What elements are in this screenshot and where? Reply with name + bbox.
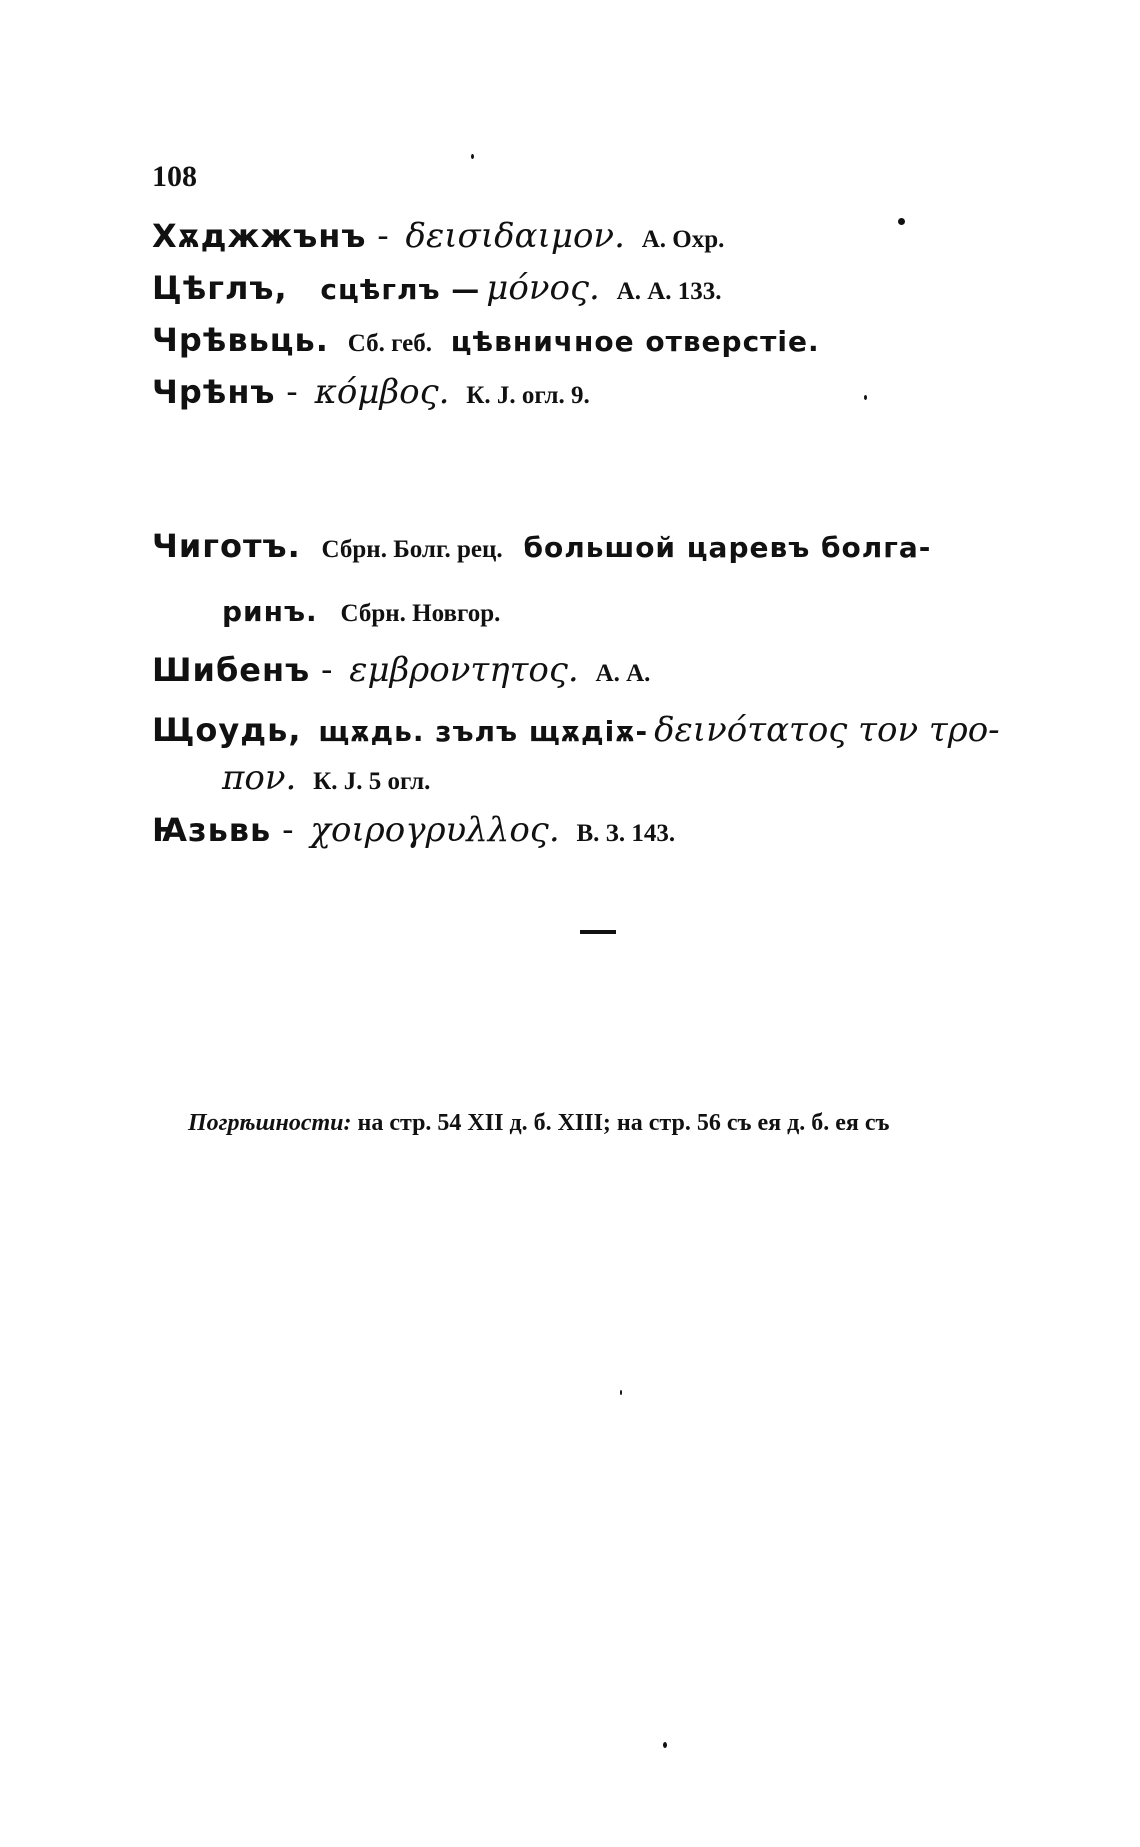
entry-separator: - bbox=[310, 650, 344, 690]
entry-definition: цѣвничное отверстіе. bbox=[450, 325, 820, 358]
entry-separator: - bbox=[366, 216, 400, 256]
scan-speck bbox=[471, 154, 474, 159]
entry-separator: - bbox=[275, 372, 309, 412]
dictionary-entry bbox=[152, 708, 1052, 754]
entry-headword: Чрѣнъ bbox=[152, 373, 276, 411]
dictionary-entry bbox=[152, 318, 1052, 366]
errata-text: на стр. 54 XII д. б. XIII; на стр. 56 съ ея д. б. ея съ bbox=[357, 1110, 890, 1136]
entry-greek: πον. bbox=[222, 758, 297, 798]
dictionary-entry bbox=[152, 266, 1052, 314]
entry-headword: Хѫджжънъ bbox=[152, 217, 367, 255]
dictionary-entry bbox=[152, 370, 1052, 418]
errata-line bbox=[188, 1110, 890, 1137]
entry-headword: Щоудь, bbox=[152, 711, 302, 749]
entry-source: К. Ј. 5 огл. bbox=[313, 768, 431, 795]
entry-source: Сбрн. Новгор. bbox=[340, 600, 501, 627]
entry-source: А. Охр. bbox=[641, 226, 725, 253]
entry-source: А. А. 133. bbox=[616, 278, 722, 305]
entry-variant: сцѣглъ — bbox=[320, 273, 481, 306]
entry-headword: Цѣглъ, bbox=[152, 269, 288, 307]
dictionary-entry bbox=[152, 648, 1052, 696]
dictionary-entry-continuation bbox=[222, 588, 1122, 636]
scan-speck bbox=[898, 218, 905, 225]
entry-headword: Чиготъ. bbox=[152, 527, 301, 565]
entry-greek: δεισιδαιμον. bbox=[405, 216, 625, 256]
scan-speck bbox=[620, 1390, 622, 1395]
scan-speck bbox=[864, 395, 867, 400]
scan-speck bbox=[663, 1742, 667, 1748]
page-number: 108 bbox=[152, 160, 197, 193]
entry-headword: Шибенъ bbox=[152, 651, 311, 689]
entry-greek: μόνος. bbox=[486, 268, 600, 308]
entry-headword: Чрѣвьць. bbox=[152, 321, 329, 359]
entry-source: Сбрн. Болг. рец. bbox=[321, 536, 503, 563]
entry-greek: εμβροντητος. bbox=[349, 650, 579, 690]
dictionary-entry bbox=[152, 214, 1052, 262]
dictionary-entry bbox=[152, 808, 1052, 856]
dictionary-entry bbox=[152, 524, 1052, 572]
entry-definition: большой царевъ болга- bbox=[523, 531, 932, 564]
entry-definition-continuation: ринъ. bbox=[222, 595, 318, 628]
entry-headword: Ꙗзьвь bbox=[152, 811, 272, 849]
section-divider bbox=[580, 930, 616, 934]
entry-greek: κόμβος. bbox=[314, 372, 450, 412]
entry-source: Сб. геб. bbox=[347, 330, 432, 357]
entry-source: А. А. bbox=[595, 660, 651, 687]
entry-variant: щѫдь. зълъ щѫдіѫ- bbox=[318, 715, 649, 748]
entry-source: В. З. 143. bbox=[576, 820, 676, 847]
entry-separator: - bbox=[271, 810, 305, 850]
entry-greek: χοιρογρυλλος. bbox=[310, 810, 560, 850]
entry-greek: δεινότατος τον τρο- bbox=[654, 710, 1000, 750]
errata-label: Погрѣшности: bbox=[188, 1110, 352, 1136]
dictionary-entry-continuation bbox=[222, 756, 1122, 804]
entry-source: К. Ј. огл. 9. bbox=[466, 382, 590, 409]
